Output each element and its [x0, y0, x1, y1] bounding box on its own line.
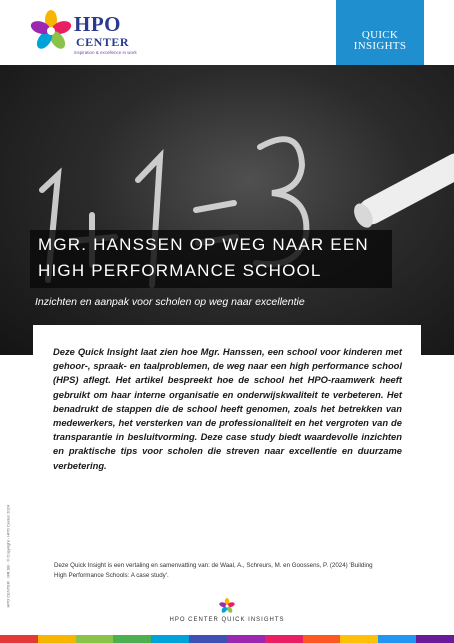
stripe-segment [303, 635, 341, 643]
title-box [30, 230, 392, 288]
chalkboard-illustration [0, 65, 454, 355]
footer-label: HPO CENTER QUICK INSIGHTS [169, 617, 285, 623]
stripe-segment [265, 635, 303, 643]
ribbon-label [336, 30, 424, 52]
stripe-segment [38, 635, 76, 643]
logo-center-text: CENTER [76, 35, 130, 49]
stripe-segment [189, 635, 227, 643]
stripe-segment [416, 635, 454, 643]
stripe-segment [340, 635, 378, 643]
stripe-segment [113, 635, 151, 643]
stripe-segment [0, 635, 38, 643]
chalk-stick [350, 149, 454, 231]
stripe-segment [378, 635, 416, 643]
ribbon-line-quick: QUICK [361, 29, 399, 41]
source-citation: Deze Quick Insight is een vertaling en samenvatting van: de Waal, A., Schreurs, M. en Goossens, P. (2024) 'Building High Performance Schools: A case study'. [54, 562, 373, 579]
logo-hpo-text: HPO [74, 12, 121, 36]
page-title-line-1: MGR. HANSSEN OP WEG NAAR EEN [38, 235, 369, 254]
stripe-segment [227, 635, 265, 643]
stripe-segment [76, 635, 114, 643]
page-subtitle: Inzichten en aanpak voor scholen op weg naar excellentie [35, 296, 305, 308]
color-stripe [0, 635, 454, 643]
intro-paragraph: Deze Quick Insight laat zien hoe Mgr. Hanssen, een school voor kinderen met gehoor-, spraak- en taalproblemen, de weg naar een high performance school (HPS) aflegt. Het artikel bespreekt hoe de school het HPO-raamwerk heeft gebruikt om haar interne organisatie en onderwijskwaliteit te verbeteren. Het benadrukt de stappen die de school heeft genomen, zoals het betrekken van medewerkers, het versterken van de professionaliteit en het vergroten van de transparantie in besluitvorming. Deze case study biedt waardevolle inzichten en praktische tips voor scholen die streven naar excellentie en duurzame verbetering. [53, 346, 402, 471]
chalkboard-hero [0, 65, 454, 355]
footer-flower-icon [219, 598, 235, 614]
flower-logo-icon [30, 10, 72, 52]
hpo-center-logo [30, 10, 150, 60]
side-copyright: HPO CENTER · MR.SB · © Copyright - HPO Center 2024 [5, 504, 11, 608]
page-title-line-2: HIGH PERFORMANCE SCHOOL [38, 261, 322, 280]
logo-tagline: inspiration & excellence in work [74, 50, 137, 55]
ribbon-line-insights: INSIGHTS [353, 40, 407, 52]
stripe-segment [151, 635, 189, 643]
